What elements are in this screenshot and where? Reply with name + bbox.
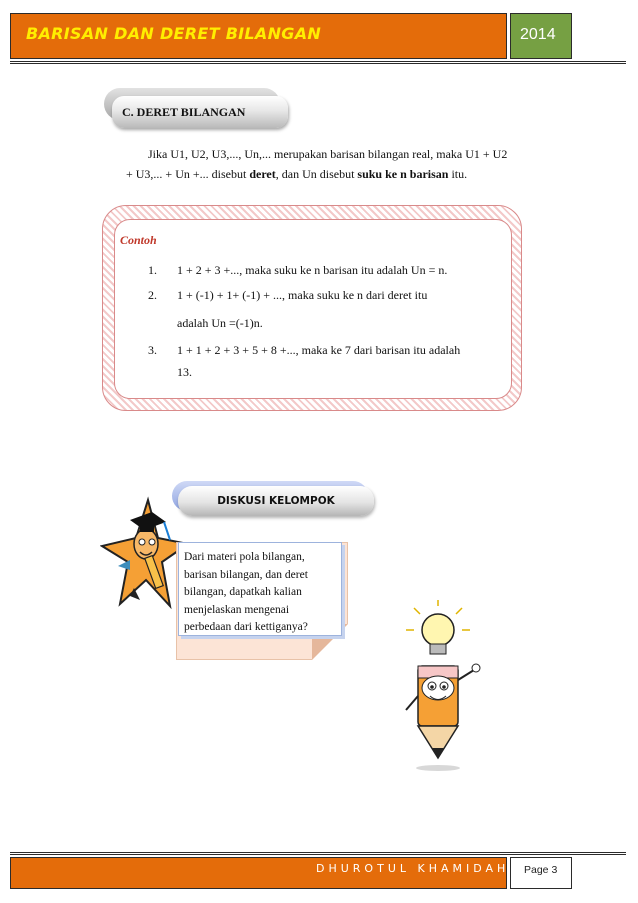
page-footer bbox=[10, 852, 626, 888]
header-title: BARISAN DAN DERET BILANGAN bbox=[26, 24, 322, 43]
example-3-continuation: 13. bbox=[177, 365, 192, 379]
example-title: Contoh bbox=[120, 233, 157, 247]
section-heading-label: C. DERET BILANGAN bbox=[122, 105, 246, 119]
page-number: Page 3 bbox=[524, 864, 558, 876]
example-2-text: 1 + (-1) + 1+ (-1) + ..., maka suku ke n dari deret itu bbox=[177, 288, 428, 302]
header-divider bbox=[10, 61, 626, 67]
pencil-lightbulb-illustration bbox=[398, 600, 498, 775]
term-suku: suku ke n barisan bbox=[357, 167, 449, 181]
footer-divider bbox=[10, 852, 626, 855]
term-deret: deret bbox=[249, 167, 276, 181]
example-1-text: 1 + 2 + 3 +..., maka suku ke n barisan itu adalah Un = n. bbox=[177, 263, 448, 277]
example-1-number: 1. bbox=[148, 263, 157, 277]
page-header bbox=[10, 13, 626, 60]
discussion-question: Dari materi pola bilangan, barisan bilangan, dan deret bilangan, dapatkah kalian menjelaskan mengenai perbedaan dari kettiganya? bbox=[184, 551, 308, 633]
example-3-number: 3. bbox=[148, 343, 157, 357]
example-panel bbox=[114, 219, 512, 399]
example-3-text: 1 + 1 + 2 + 3 + 5 + 8 +..., maka ke 7 dari barisan itu adalah bbox=[177, 343, 461, 357]
section-heading bbox=[112, 96, 288, 128]
discussion-heading-label: DISKUSI KELOMPOK bbox=[217, 495, 335, 507]
intro-line-1: Jika U1, U2, U3,..., Un,... merupakan barisan bilangan real, maka U1 + U2 bbox=[148, 147, 508, 161]
intro-line-2: + U3,... + Un +... disebut deret, dan Un disebut suku ke n barisan itu. bbox=[126, 167, 468, 181]
footer-author: DHUROTUL KHAMIDAH bbox=[316, 862, 510, 875]
example-2-continuation: adalah Un =(-1)n. bbox=[177, 316, 263, 330]
header-year: 2014 bbox=[520, 26, 556, 43]
example-2-number: 2. bbox=[148, 288, 157, 302]
discussion-heading bbox=[178, 486, 374, 520]
